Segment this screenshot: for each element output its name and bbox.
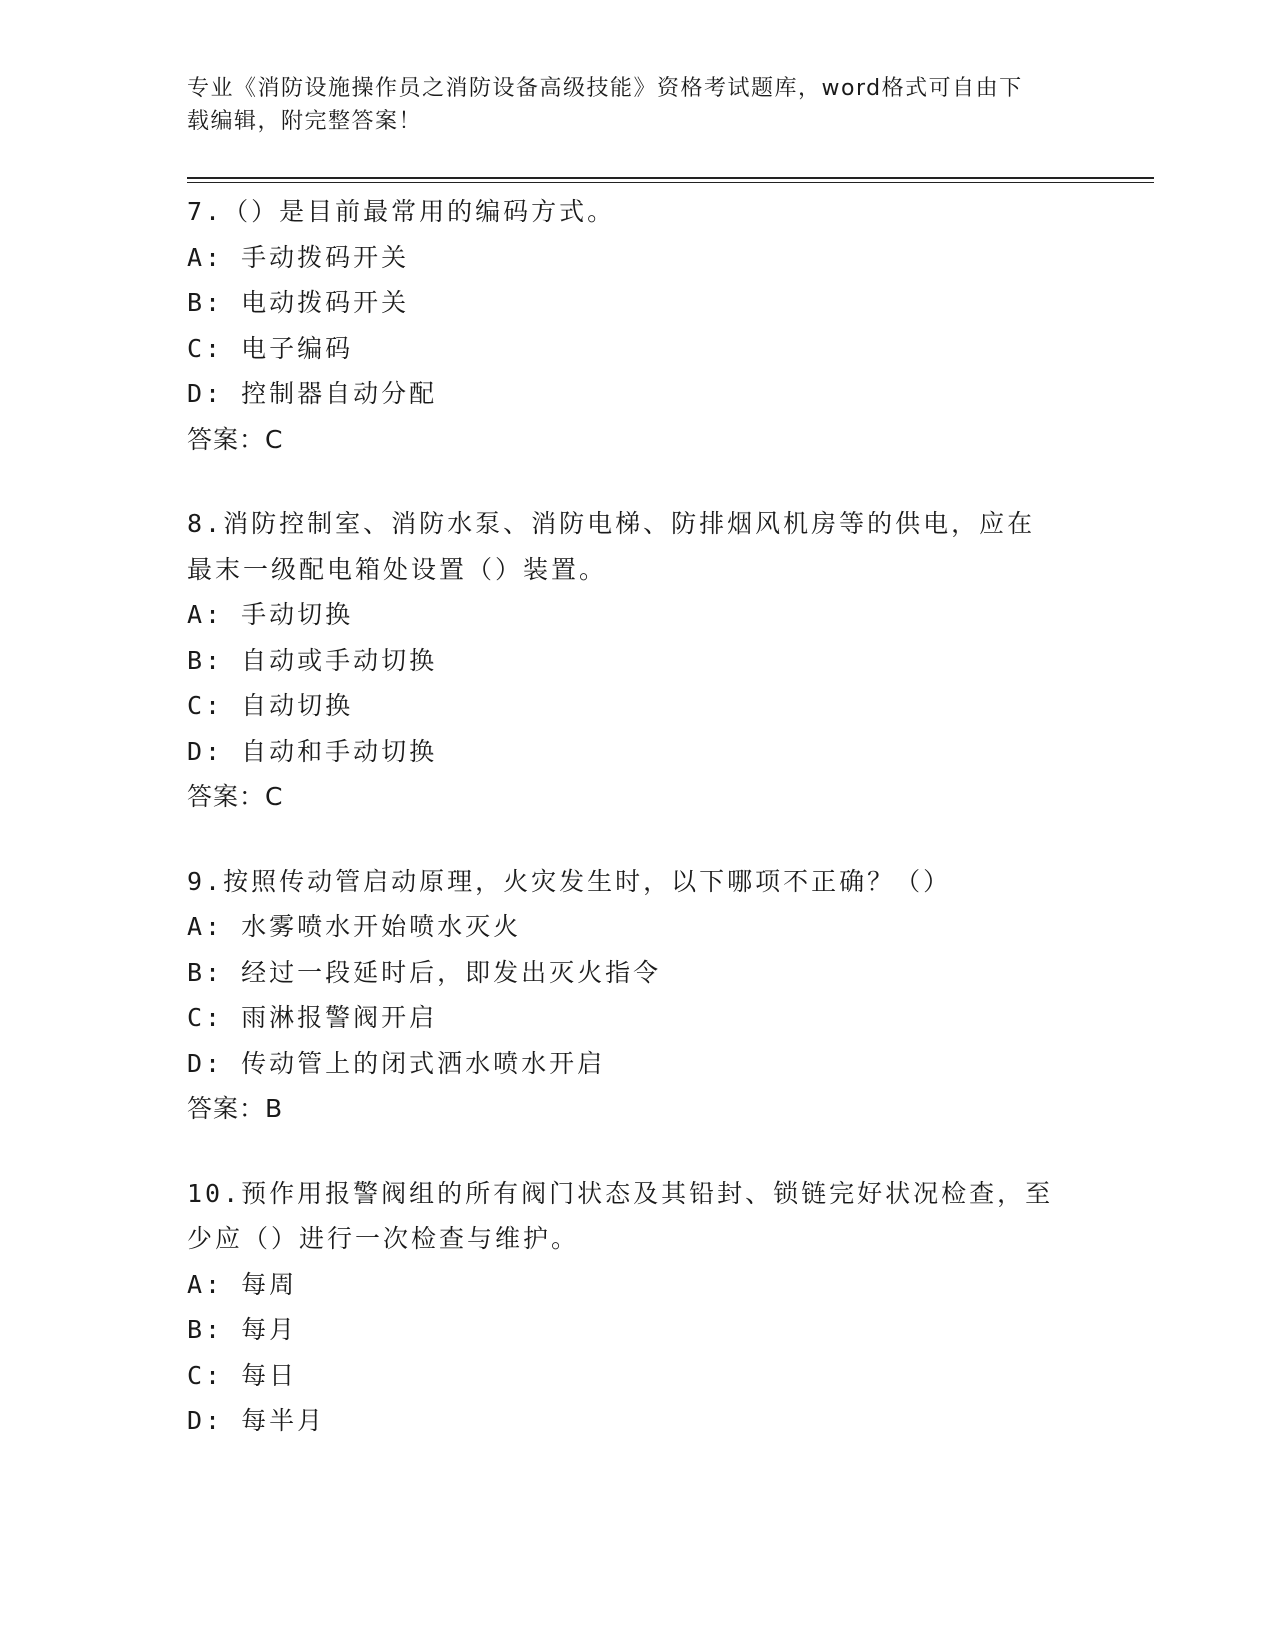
header-divider-thin [187, 182, 1154, 183]
option-b: B: 每月 [187, 1315, 298, 1344]
question-stem-continued: 少应（）进行一次检查与维护。 [187, 1224, 580, 1253]
option-d: D: 每半月 [187, 1406, 326, 1435]
header-line-1: 专业《消防设施操作员之消防设备高级技能》资格考试题库，word格式可自由下 [187, 76, 1023, 101]
option-b: B: 电动拨码开关 [187, 288, 410, 317]
answer: 答案：C [187, 424, 284, 454]
option-c: C: 雨淋报警阀开启 [187, 1003, 438, 1032]
question-stem-continued: 最末一级配电箱处设置（）装置。 [187, 554, 608, 584]
question-stem: 9.按照传动管启动原理，火灾发生时，以下哪项不正确？（） [187, 866, 952, 896]
question-stem: 7.（）是目前最常用的编码方式。 [187, 197, 616, 226]
question-9 [187, 859, 1087, 1132]
option-b: B: 自动或手动切换 [187, 645, 438, 675]
option-c: C: 自动切换 [187, 691, 354, 720]
option-a: A: 每周 [187, 1269, 298, 1299]
option-a: A: 水雾喷水开始喷水灭火 [187, 912, 522, 941]
option-c: C: 电子编码 [187, 333, 354, 363]
question-8 [187, 501, 1087, 820]
header-divider-thick [187, 177, 1154, 179]
answer: 答案：C [187, 782, 284, 811]
header-line-2: 载编辑，附完整答案！ [187, 109, 423, 134]
question-stem: 8.消防控制室、消防水泵、消防电梯、防排烟风机房等的供电，应在 [187, 509, 1036, 538]
question-7 [187, 189, 1087, 462]
option-d: D: 控制器自动分配 [187, 379, 438, 408]
option-c: C: 每日 [187, 1360, 298, 1390]
option-d: D: 传动管上的闭式洒水喷水开启 [187, 1048, 606, 1078]
option-a: A: 手动拨码开关 [187, 242, 410, 272]
question-stem: 10.预作用报警阀组的所有阀门状态及其铅封、锁链完好状况检查，至 [187, 1178, 1054, 1208]
option-a: A: 手动切换 [187, 600, 354, 629]
document-header [187, 72, 1067, 138]
question-10 [187, 1171, 1087, 1444]
option-b: B: 经过一段延时后，即发出灭火指令 [187, 957, 662, 987]
question-list [187, 189, 1087, 1483]
answer: 答案：B [187, 1094, 284, 1123]
option-d: D: 自动和手动切换 [187, 736, 438, 766]
